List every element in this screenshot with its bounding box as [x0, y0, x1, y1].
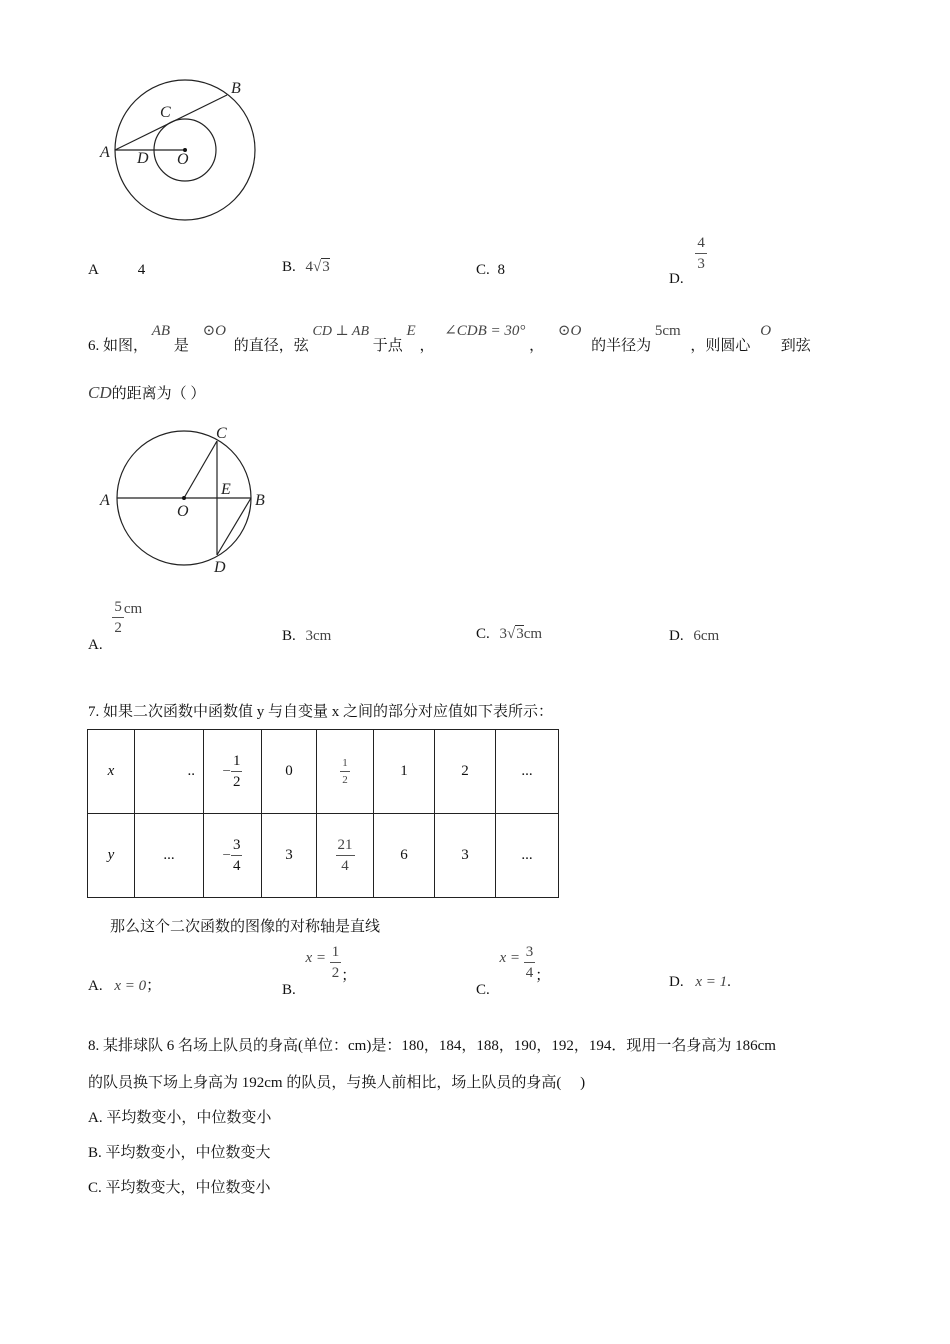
- option-label: D.: [669, 271, 684, 288]
- stem-text: 的半径为: [591, 338, 652, 354]
- option-value: 6cm: [693, 628, 720, 644]
- q7-value-table: [87, 729, 559, 898]
- math: ⊙O: [557, 323, 582, 339]
- table-cell: 3: [262, 814, 317, 898]
- q8-option-c[interactable]: C. 平均数变大，中位数变小: [88, 1180, 271, 1196]
- q7-option-b: [282, 944, 357, 999]
- option-label: B.: [282, 628, 296, 644]
- q8-option-a[interactable]: A. 平均数变小，中位数变小: [88, 1110, 272, 1126]
- math: CD ⊥ AB: [312, 324, 369, 339]
- stem-text: 的距离为（ ）: [111, 386, 206, 402]
- fraction: [231, 754, 243, 790]
- option-value: 3cm: [305, 628, 332, 644]
- sign: −: [222, 762, 231, 779]
- option-label: C.: [476, 626, 490, 642]
- lhs: x =: [499, 950, 521, 967]
- math: 5cm: [654, 323, 681, 339]
- q5-option-b: [282, 259, 330, 276]
- label-E: E: [221, 481, 231, 498]
- option-value: 4√3: [305, 259, 330, 275]
- denominator: 2: [114, 620, 122, 636]
- numerator: 1: [231, 754, 243, 772]
- fraction: [524, 945, 536, 981]
- q8-stem-line2: 的队员换下场上身高为 192cm 的队员，与换人前相比，场上队员的身高( ): [88, 1075, 586, 1091]
- lhs: x =: [305, 950, 327, 967]
- table-cell: [204, 730, 262, 814]
- stem-text: 是: [173, 338, 189, 354]
- table-cell: 6: [374, 814, 435, 898]
- label-A: A: [100, 144, 110, 161]
- denominator: 2: [331, 965, 340, 981]
- q6-stem-line1: [88, 318, 811, 354]
- stem-text: 的直径，弦: [233, 338, 309, 354]
- numerator: 5: [112, 600, 124, 618]
- q6-option-a: [88, 599, 143, 654]
- label-D: D: [137, 150, 149, 167]
- coef: 3: [499, 626, 508, 642]
- fraction: [340, 758, 350, 786]
- math: CD: [88, 383, 112, 402]
- denominator: 4: [341, 857, 349, 874]
- option-value: x = 1: [695, 974, 728, 990]
- stem-text: 如图，: [103, 338, 149, 354]
- q7-option-a: [88, 974, 161, 995]
- radicand: 3: [322, 259, 330, 275]
- denominator: 3: [697, 256, 705, 272]
- label-A: A: [100, 492, 110, 509]
- punct: ；: [146, 978, 162, 994]
- option-label: C.: [476, 262, 490, 278]
- math: O: [760, 323, 772, 339]
- table-cell: [317, 814, 374, 898]
- q7-stem: 7. 如果二次函数中函数值 y 与自变量 x 之间的部分对应值如下表所示：: [88, 704, 554, 720]
- option-label: A.: [88, 978, 103, 994]
- option-label: B.: [282, 982, 296, 999]
- option-value: 8: [497, 262, 506, 278]
- option-label: D.: [669, 628, 684, 644]
- label-C: C: [216, 425, 227, 442]
- punct: ；: [341, 968, 357, 985]
- q8-stem-line1: 8. 某排球队 6 名场上队员的身高(单位：cm)是：180，184，188，190，192，194．现用一名身高为 186cm: [88, 1038, 776, 1054]
- stem-text: ，: [419, 338, 435, 354]
- numerator: 21: [336, 838, 355, 856]
- q6-circle-chord-figure: [95, 422, 280, 582]
- denominator: 4: [232, 857, 241, 874]
- q5-concentric-circles-figure: [90, 72, 270, 232]
- label-O: O: [177, 151, 189, 168]
- table-cell: 1: [374, 730, 435, 814]
- math: ⊙O: [202, 323, 227, 339]
- stem-text: 于点: [372, 338, 403, 354]
- stem-text: ，: [529, 338, 545, 354]
- q7-option-c: [476, 944, 551, 999]
- q6-option-d: [669, 628, 719, 645]
- table-row-y: [88, 814, 559, 898]
- q6-option-b: [282, 628, 331, 645]
- fraction: [695, 236, 707, 272]
- numerator: 3: [524, 945, 536, 963]
- punct: ；: [535, 968, 551, 985]
- fraction: [231, 838, 243, 874]
- q8-option-b[interactable]: B. 平均数变小，中位数变大: [88, 1145, 271, 1161]
- question-number: 6.: [88, 338, 100, 354]
- numerator: 1: [330, 945, 342, 963]
- table-cell: ...: [496, 730, 559, 814]
- row-header-x: x: [88, 730, 135, 814]
- numerator: 4: [695, 236, 707, 254]
- option-label: A: [88, 262, 99, 278]
- label-O: O: [177, 503, 189, 520]
- fraction: [112, 600, 124, 636]
- q7-option-d: [669, 974, 731, 991]
- unit: cm: [523, 626, 543, 642]
- coef: 4: [305, 259, 314, 275]
- denominator: 2: [342, 773, 348, 786]
- fraction: [336, 838, 355, 874]
- math: ∠CDB = 30°: [444, 323, 526, 339]
- fraction: [330, 945, 342, 981]
- table-cell: ..: [135, 730, 204, 814]
- label-B: B: [255, 492, 265, 509]
- math: E: [406, 323, 416, 339]
- option-label: A.: [88, 637, 103, 654]
- option-value: 3√3cm: [499, 626, 543, 642]
- sign: −: [222, 846, 231, 863]
- punct: .: [727, 974, 731, 990]
- denominator: 4: [525, 965, 534, 981]
- label-C: C: [160, 104, 171, 121]
- option-value: 4: [137, 262, 146, 278]
- table-cell: [317, 730, 374, 814]
- numerator: 3: [231, 838, 243, 856]
- option-label: D.: [669, 974, 684, 990]
- table-cell: ...: [496, 814, 559, 898]
- radicand: 3: [516, 626, 524, 642]
- table-cell: [204, 814, 262, 898]
- stem-text: 到弦: [780, 338, 811, 354]
- numerator: 1: [340, 758, 350, 772]
- table-cell: 3: [435, 814, 496, 898]
- unit: cm: [123, 601, 143, 618]
- denominator: 2: [232, 773, 241, 790]
- q5-option-c: [476, 262, 505, 279]
- option-label: B.: [282, 259, 296, 275]
- table-cell: 2: [435, 730, 496, 814]
- option-label: C.: [476, 982, 490, 999]
- q5-option-d: [669, 235, 707, 288]
- table-cell: ...: [135, 814, 204, 898]
- math: AB: [151, 323, 171, 339]
- stem-text: ，则圆心: [690, 338, 751, 354]
- table-cell: 0: [262, 730, 317, 814]
- option-value: x = 0: [114, 978, 147, 994]
- q6-stem-line2: [88, 382, 205, 403]
- label-B: B: [231, 80, 241, 97]
- table-row-x: [88, 730, 559, 814]
- row-header-y: y: [88, 814, 135, 898]
- q7-follow-text: 那么这个二次函数的图像的对称轴是直线: [110, 919, 381, 935]
- q6-option-c: [476, 626, 542, 643]
- label-D: D: [214, 559, 226, 576]
- q5-option-a: [88, 262, 145, 279]
